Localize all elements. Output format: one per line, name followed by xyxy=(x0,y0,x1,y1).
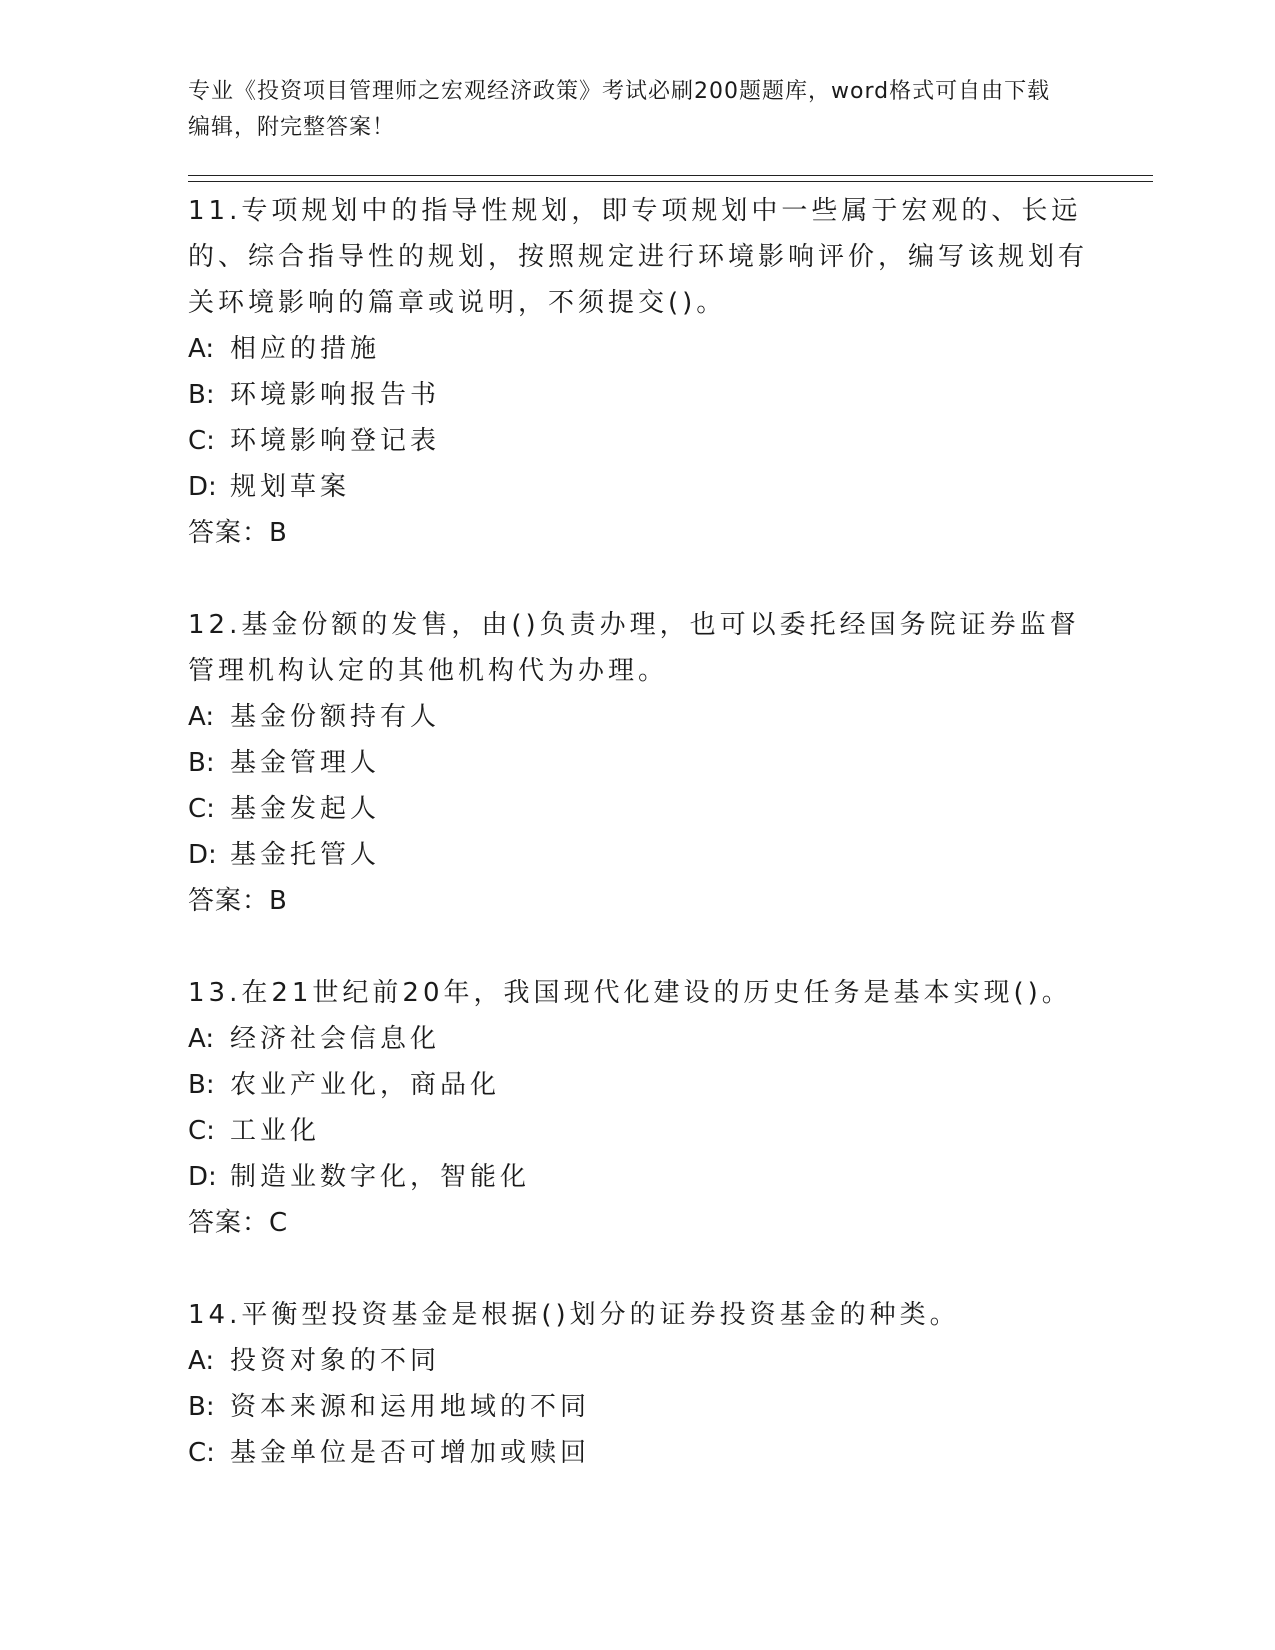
question-11 xyxy=(188,188,1088,556)
option-b xyxy=(188,1062,1088,1108)
question-12 xyxy=(188,602,1088,924)
answer-line xyxy=(188,1200,1088,1246)
answer-value: B xyxy=(269,886,288,916)
option-label: B: xyxy=(188,380,215,410)
answer-value: B xyxy=(269,518,288,548)
option-text: 资本来源和运用地域的不同 xyxy=(230,1392,591,1422)
option-label: C: xyxy=(188,1438,215,1468)
question-list xyxy=(188,188,1088,1522)
option-label: C: xyxy=(188,426,215,456)
answer-line xyxy=(188,878,1088,924)
option-text: 制造业数字化，智能化 xyxy=(230,1162,531,1192)
option-label: C: xyxy=(188,1116,215,1146)
option-text: 工业化 xyxy=(230,1116,321,1146)
option-a xyxy=(188,1016,1088,1062)
option-c xyxy=(188,1430,1088,1476)
option-c xyxy=(188,1108,1088,1154)
answer-line xyxy=(188,510,1088,556)
option-text: 基金单位是否可增加或赎回 xyxy=(230,1438,591,1468)
option-label: A: xyxy=(188,334,215,364)
option-label: A: xyxy=(188,1024,215,1054)
option-label: B: xyxy=(188,748,215,778)
option-text: 规划草案 xyxy=(230,472,351,502)
option-b xyxy=(188,372,1088,418)
option-text: 环境影响登记表 xyxy=(230,426,441,456)
option-text: 投资对象的不同 xyxy=(230,1346,441,1376)
document-header: 专业《投资项目管理师之宏观经济政策》考试必刷200题题库，word格式可自由下载编辑，附完整答案！ xyxy=(188,79,1051,140)
option-label: D: xyxy=(188,472,217,502)
option-a xyxy=(188,694,1088,740)
answer-label: 答案： xyxy=(188,1208,270,1238)
answer-label: 答案： xyxy=(188,886,270,916)
answer-label: 答案： xyxy=(188,518,270,548)
header-divider-top xyxy=(188,175,1153,176)
option-d xyxy=(188,1154,1088,1200)
option-d xyxy=(188,832,1088,878)
option-text: 农业产业化，商品化 xyxy=(230,1070,501,1100)
option-text: 相应的措施 xyxy=(230,334,381,364)
option-text: 基金份额持有人 xyxy=(230,702,441,732)
option-text: 环境影响报告书 xyxy=(230,380,441,410)
option-b xyxy=(188,1384,1088,1430)
option-label: A: xyxy=(188,1346,215,1376)
option-label: B: xyxy=(188,1392,215,1422)
option-label: D: xyxy=(188,1162,217,1192)
option-c xyxy=(188,418,1088,464)
option-text: 基金托管人 xyxy=(230,840,381,870)
option-a xyxy=(188,326,1088,372)
option-a xyxy=(188,1338,1088,1384)
option-label: B: xyxy=(188,1070,215,1100)
question-14 xyxy=(188,1292,1088,1476)
question-stem: 11.专项规划中的指导性规划，即专项规划中一些属于宏观的、长远的、综合指导性的规划，按照规定进行环境影响评价，编写该规划有关环境影响的篇章或说明，不须提交()。 xyxy=(188,196,1089,318)
option-label: A: xyxy=(188,702,215,732)
option-label: C: xyxy=(188,794,215,824)
header-divider-bottom xyxy=(188,181,1153,182)
option-text: 基金发起人 xyxy=(230,794,381,824)
option-c xyxy=(188,786,1088,832)
option-text: 经济社会信息化 xyxy=(230,1024,441,1054)
option-b xyxy=(188,740,1088,786)
question-stem: 13.在21世纪前20年，我国现代化建设的历史任务是基本实现()。 xyxy=(188,978,1072,1008)
answer-value: C xyxy=(269,1208,289,1238)
option-label: D: xyxy=(188,840,217,870)
question-stem: 14.平衡型投资基金是根据()划分的证券投资基金的种类。 xyxy=(188,1300,960,1330)
question-stem: 12.基金份额的发售，由()负责办理，也可以委托经国务院证券监督管理机构认定的其他机构代为办理。 xyxy=(188,610,1080,686)
option-d xyxy=(188,464,1088,510)
question-13 xyxy=(188,970,1088,1246)
option-text: 基金管理人 xyxy=(230,748,381,778)
